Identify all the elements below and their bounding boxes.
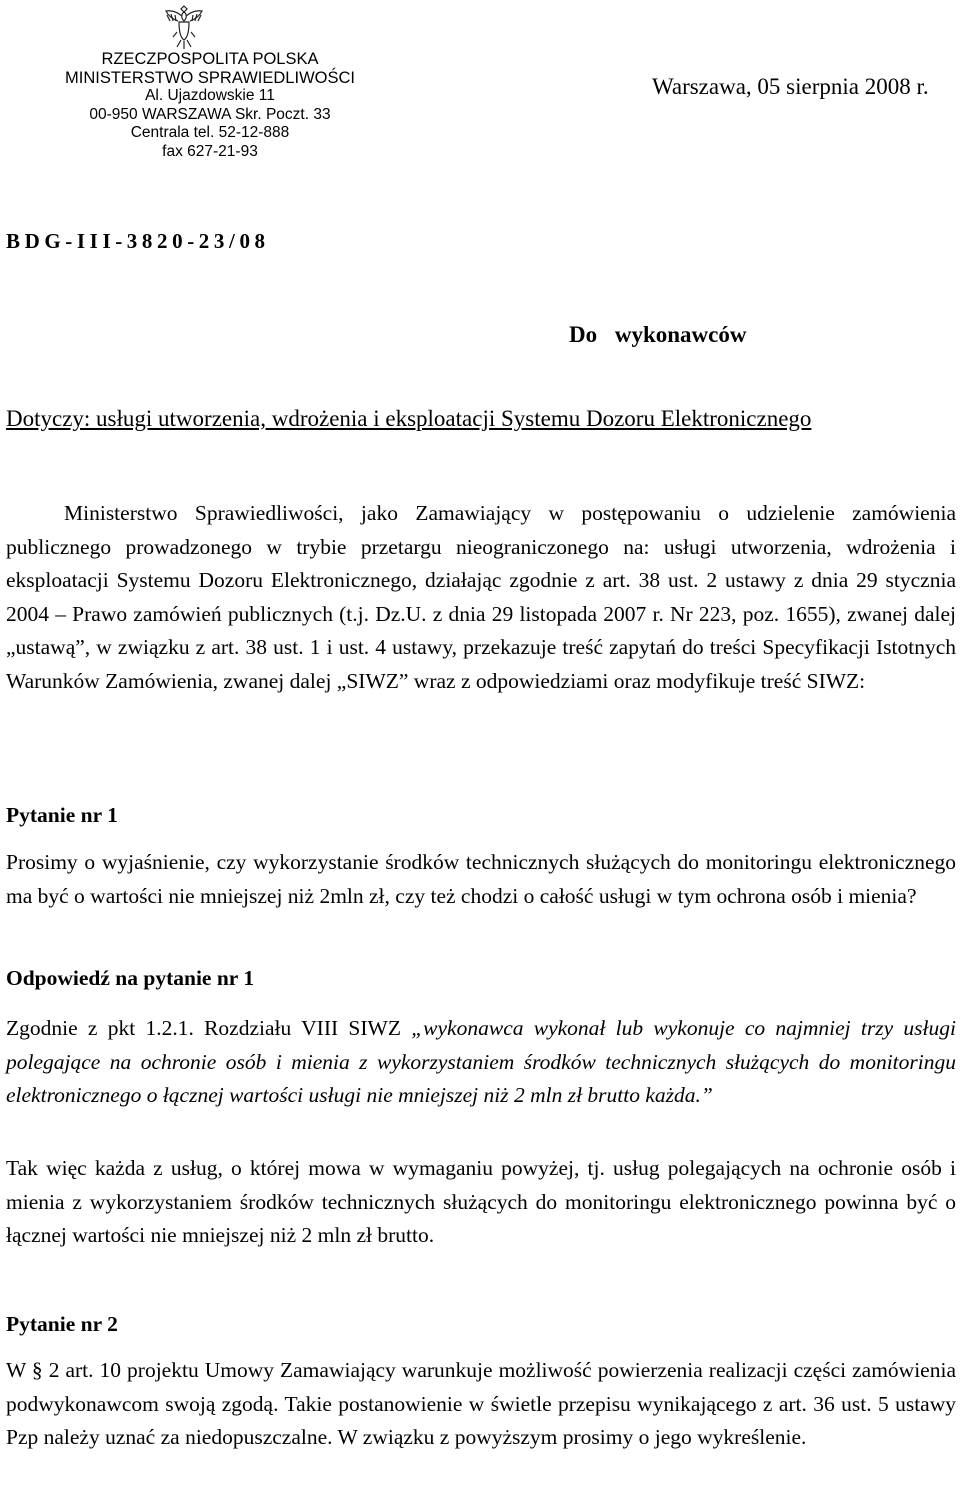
ministry-street: Al. Ujazdowskie 11	[145, 87, 275, 104]
ministry-phone: Centrala tel. 52-12-888	[130, 124, 290, 141]
polish-eagle-emblem-icon	[162, 2, 206, 52]
answer-1-explanation: Tak więc każda z usług, o której mowa w wymaganiu powyżej, tj. usług polegających na ochronie osób i mienia z wykorzystaniem środków technicznych służących do monitoringu elektronicznego powinna być o łącznej wartości nie mniejszej niż 2 mln zł brutto.	[6, 1156, 956, 1247]
question-2-heading: Pytanie nr 2	[6, 1312, 118, 1336]
question-2-text: W § 2 art. 10 projektu Umowy Zamawiający warunkuje możliwość powierzenia realizacji części zamówienia podwykonawcom swoją zgodą. Takie postanowienie w świetle przepisu wynikającego z art. 36 ust. 5 ustawy Pzp należy uznać za niedopuszczalne. W związku z powyższym prosimy o jego wykreślenie.	[6, 1358, 956, 1449]
intro-paragraph: Ministerstwo Sprawiedliwości, jako Zamawiający w postępowaniu o udzielenie zamówienia publicznego prowadzonego w trybie przetargu nieograniczonego na: usługi utworzenia, wdrożenia i eksploatacji Systemu Dozoru Elektronicznego, działając zgodnie z art. 38 ust. 2 ustawy z dnia 29 stycznia 2004 – Prawo zamówień publicznych (t.j. Dz.U. z dnia 29 listopada 2007 r. Nr 223, poz. 1655), zwanej dalej „ustawą”, w związku z art. 38 ust. 1 i ust. 4 ustawy, przekazuje treść zapytań do treści Specyfikacji Istotnych Warunków Zamówienia, zwanej dalej „SIWZ” wraz z odpowiedziami oraz modyfikuje treść SIWZ:	[6, 501, 956, 693]
answer-1-heading: Odpowiedź na pytanie nr 1	[6, 966, 255, 990]
subject-line: Dotyczy: usługi utworzenia, wdrożenia i eksploatacji Systemu Dozoru Elektronicznego	[6, 406, 812, 431]
question-1-heading: Pytanie nr 1	[6, 803, 118, 827]
reference-number: BDG-III-3820-23/08	[6, 229, 270, 253]
ministry-name: MINISTERSTWO SPRAWIEDLIWOŚCI	[65, 68, 355, 87]
answer-1-quoted-requirement: „wykonawca wykonał lub wykonuje co najmniej trzy usługi polegające na ochronie osób i mienia z wykorzystaniem środków technicznych służących do monitoringu elektronicznego o łącznej wartości usługi nie mniejszej niż 2 mln zł brutto każda.”	[6, 1016, 956, 1107]
ministry-fax: fax 627-21-93	[162, 142, 258, 160]
country-name: RZECZPOSPOLITA POLSKA	[101, 50, 319, 68]
place-and-date: Warszawa, 05 sierpnia 2008 r.	[652, 74, 929, 99]
question-1-text: Prosimy o wyjaśnienie, czy wykorzystanie środków technicznych służących do monitoringu elektronicznego ma być o wartości nie mniejszej niż 2mln zł, czy też chodzi o całość usługi w tym ochrona osób i mienia?	[6, 850, 956, 908]
ministry-postal-address: 00-950 WARSZAWA Skr. Poczt. 33	[89, 105, 331, 123]
addressee: Do wykonawców	[569, 322, 747, 347]
ministry-letterhead	[50, 50, 370, 161]
answer-1-text	[6, 1012, 956, 1113]
answer-1-intro: Zgodnie z pkt 1.2.1. Rozdziału VIII SIWZ	[6, 1016, 412, 1040]
